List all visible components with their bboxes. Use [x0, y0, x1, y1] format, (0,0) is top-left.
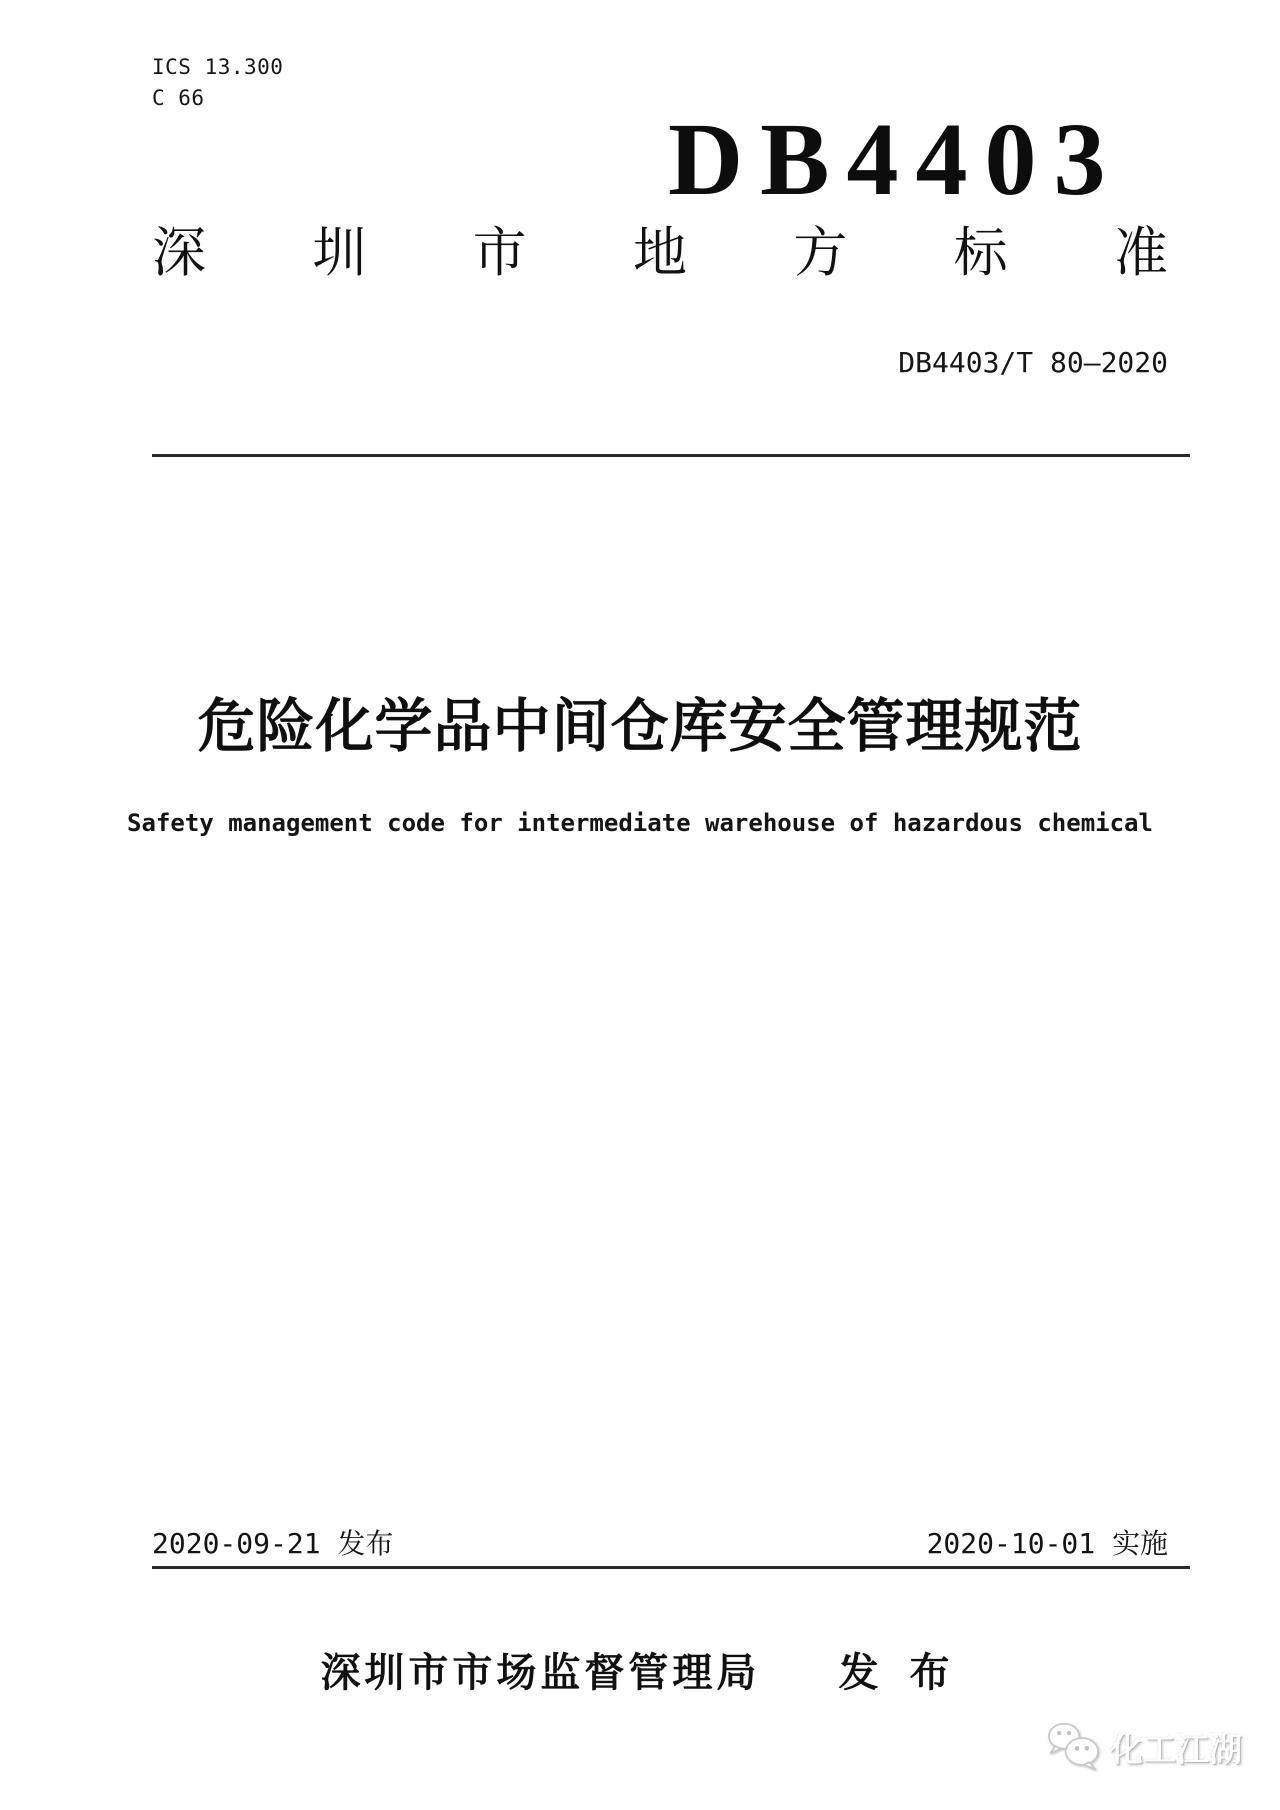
standard-type-char: 圳 [312, 223, 367, 283]
implementation-date: 2020-10-01 实施 [926, 1527, 1168, 1560]
standard-type-char: 深 [152, 223, 206, 283]
standard-type-char: 方 [793, 223, 848, 283]
standard-number: DB4403/T 80—2020 [898, 346, 1168, 379]
watermark-text: 化工江湖 [1110, 1730, 1242, 1768]
issue-date: 2020-09-21 发布 [152, 1527, 394, 1560]
publisher-name: 深圳市市场监督管理局 [320, 1651, 761, 1695]
wechat-icon [1044, 1722, 1102, 1772]
classification-block [152, 52, 283, 114]
standard-code-logo: DB4403 [668, 102, 1123, 217]
publisher-row [0, 1650, 1280, 1696]
classification-code: C 66 [152, 86, 205, 110]
standard-type-char: 准 [1113, 223, 1168, 283]
standard-type-char: 市 [472, 223, 527, 283]
document-title-cn: 危险化学品中间仓库安全管理规范 [197, 694, 1083, 759]
standard-type-title [152, 224, 1168, 282]
document-title-en: Safety management code for intermediate warehouse of hazardous chemical [127, 809, 1153, 837]
footer-rule [152, 1566, 1190, 1569]
standard-type-char: 标 [953, 223, 1008, 283]
watermark [1044, 1722, 1242, 1772]
standard-type-char: 地 [632, 223, 687, 283]
publish-label: 发 布 [838, 1651, 960, 1695]
header-rule [152, 454, 1190, 457]
dates-row [152, 1528, 1168, 1560]
ics-code: ICS 13.300 [152, 55, 284, 79]
